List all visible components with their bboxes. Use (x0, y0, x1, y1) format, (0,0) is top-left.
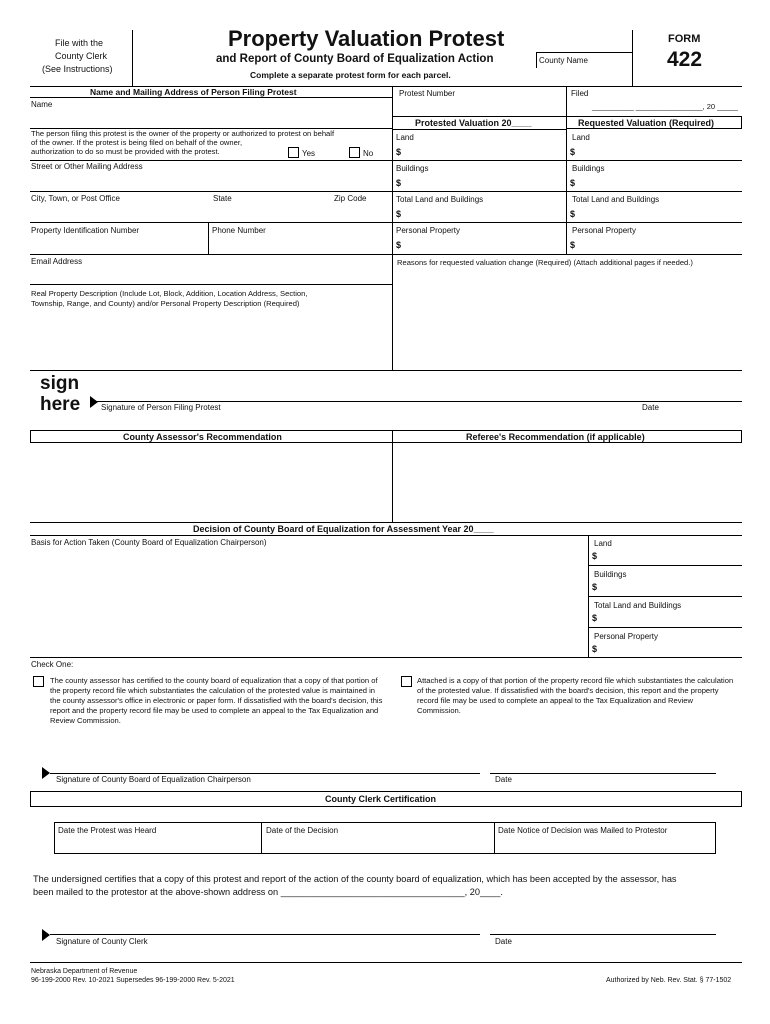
filer-signature-label: Signature of Person Filing Protest (101, 403, 221, 412)
clerk-date-label: Date (495, 937, 512, 946)
filer-date-label: Date (642, 403, 659, 412)
cert-line-1: The undersigned certifies that a copy of this protest and report of the action of the county board of equalization, which has been accepted by the assessor, has (33, 874, 677, 884)
here-word: here (40, 394, 81, 415)
name-label: Name (31, 100, 53, 109)
requested-land-label: Land (572, 133, 590, 142)
name-field[interactable] (30, 98, 392, 128)
footer-dept: Nebraska Department of Revenue (31, 968, 138, 975)
requested-personal-label: Personal Property (572, 226, 637, 235)
requested-total-dollar[interactable]: $ (570, 209, 576, 219)
protested-personal-label: Personal Property (396, 226, 461, 235)
decision-land-dollar[interactable]: $ (592, 551, 598, 561)
date-heard-label: Date the Protest was Heard (58, 826, 157, 835)
assessor-recommendation-field[interactable] (30, 444, 392, 522)
filer-section-title: Name and Mailing Address of Person Filing Protest (90, 87, 297, 97)
decision-buildings-label: Buildings (594, 570, 627, 579)
owner-no-checkbox[interactable] (349, 147, 360, 158)
file-with-line1: File with the (55, 38, 104, 48)
basis-field[interactable] (30, 548, 586, 656)
page-title: Property Valuation Protest (228, 26, 505, 51)
protested-total-label: Total Land and Buildings (396, 195, 484, 204)
decision-total-label: Total Land and Buildings (594, 601, 682, 610)
date-mailed-label: Date Notice of Decision was Mailed to Protestor (498, 826, 668, 835)
protested-land-label: Land (396, 133, 414, 142)
clerk-cert-title: County Clerk Certification (325, 794, 437, 804)
sign-word: sign (40, 373, 80, 394)
option2-checkbox[interactable] (401, 676, 412, 687)
protested-buildings-label: Buildings (396, 164, 429, 173)
footer-rev: 96-199-2000 Rev. 10-2021 Supersedes 96-199-2000 Rev. 5-2021 (31, 977, 235, 984)
owner-yes-label: Yes (302, 149, 316, 158)
option1-text: The county assessor has certified to the county board of equalization that a copy of that portion of the property record file which substantiates the calculation of the protested value is maintained in the county assessor's office in electronic or paper form. If dissatisfied with the board's decision, this report and the property record file may be used to complete an appeal to the Tax Equalization and Review Commission. (50, 676, 383, 725)
instruction-text: Complete a separate protest form for each parcel. (250, 70, 451, 80)
chair-signature-field[interactable] (55, 757, 470, 772)
reasons-label: Reasons for requested valuation change (Required) (Attach additional pages if needed.) (397, 258, 693, 267)
clerk-signature-field[interactable] (55, 918, 470, 933)
reasons-field[interactable] (393, 270, 742, 370)
email-field[interactable] (30, 255, 392, 284)
state-label: State (213, 194, 232, 203)
owner-no-label: No (363, 149, 374, 158)
county-name-label: County Name (539, 56, 588, 65)
filed-label: Filed (571, 89, 589, 98)
pin-label: Property Identification Number (31, 226, 140, 235)
requested-total-label: Total Land and Buildings (572, 195, 660, 204)
chair-signature-label: Signature of County Board of Equalization Chairperson (56, 775, 251, 784)
owner-text-1: The person filing this protest is the owner of the property or authorized to protest on behalf (31, 129, 335, 138)
desc-label-2: Township, Range, and County) and/or Personal Property Description (Required) (31, 299, 300, 308)
protested-personal-dollar[interactable]: $ (396, 240, 402, 250)
phone-field[interactable] (209, 223, 392, 254)
zip-label: Zip Code (334, 194, 367, 203)
clerk-signature-arrow-icon (42, 929, 50, 941)
file-with-line2: County Clerk (55, 51, 108, 61)
protested-valuation-title: Protested Valuation 20____ (415, 118, 532, 128)
filer-signature-field[interactable] (100, 384, 630, 400)
city-label: City, Town, or Post Office (31, 194, 120, 203)
owner-text-2: of the owner. If the protest is being filed on behalf of the owner, (31, 138, 243, 147)
decision-title: Decision of County Board of Equalization for Assessment Year 20____ (193, 524, 494, 534)
option1-checkbox[interactable] (33, 676, 44, 687)
option2-text: Attached is a copy of that portion of the property record file which substantiates the calculation of the protested value. If dissatisfied with the board's decision, this report and the property record file may be used to complete an appeal to the Tax Equalization and Review Commission. (417, 676, 734, 715)
form-number: 422 (667, 48, 703, 71)
street-label: Street or Other Mailing Address (31, 162, 143, 171)
date-decision-label: Date of the Decision (266, 826, 339, 835)
requested-buildings-label: Buildings (572, 164, 605, 173)
form-label: FORM (668, 33, 701, 45)
file-with-line3: (See Instructions) (42, 64, 113, 74)
desc-label-1: Real Property Description (Include Lot, Block, Addition, Location Address, Section, (31, 289, 308, 298)
cert-line-2: been mailed to the protestor at the above-shown address on ____________________________________, 20____. (33, 887, 503, 897)
protested-buildings-dollar[interactable]: $ (396, 178, 402, 188)
chair-date-label: Date (495, 775, 512, 784)
check-one-label: Check One: (31, 660, 74, 669)
city-field[interactable] (30, 192, 392, 222)
decision-personal-label: Personal Property (594, 632, 659, 641)
decision-land-label: Land (594, 539, 612, 548)
street-field[interactable] (30, 161, 392, 191)
protest-number-label: Protest Number (399, 89, 456, 98)
requested-land-dollar[interactable]: $ (570, 147, 576, 157)
protested-total-dollar[interactable]: $ (396, 209, 402, 219)
email-label: Email Address (31, 257, 83, 266)
decision-total-dollar[interactable]: $ (592, 613, 598, 623)
referee-recommendation-field[interactable] (393, 444, 742, 522)
page-subtitle: and Report of County Board of Equalization Action (216, 53, 494, 65)
pin-field[interactable] (30, 223, 208, 254)
decision-personal-dollar[interactable]: $ (592, 644, 598, 654)
basis-label: Basis for Action Taken (County Board of Equalization Chairperson) (31, 538, 267, 547)
chair-signature-arrow-icon (42, 767, 50, 779)
requested-buildings-dollar[interactable]: $ (570, 178, 576, 188)
description-field[interactable] (30, 310, 392, 370)
referee-recommendation-title: Referee's Recommendation (if applicable) (466, 432, 645, 442)
owner-text-3: authorization to do so must be provided with the protest. (31, 147, 220, 156)
clerk-signature-label: Signature of County Clerk (56, 937, 148, 946)
requested-personal-dollar[interactable]: $ (570, 240, 576, 250)
assessor-recommendation-title: County Assessor's Recommendation (123, 432, 282, 442)
decision-buildings-dollar[interactable]: $ (592, 582, 598, 592)
requested-valuation-title: Requested Valuation (Required) (578, 118, 715, 128)
filed-year: __________ ________________, 20 _____ (592, 102, 738, 111)
phone-label: Phone Number (212, 226, 266, 235)
footer-authorized: Authorized by Neb. Rev. Stat. § 77-1502 (606, 977, 732, 984)
sign-arrow-icon (90, 396, 98, 408)
protested-land-dollar[interactable]: $ (396, 147, 402, 157)
owner-yes-checkbox[interactable] (288, 147, 299, 158)
